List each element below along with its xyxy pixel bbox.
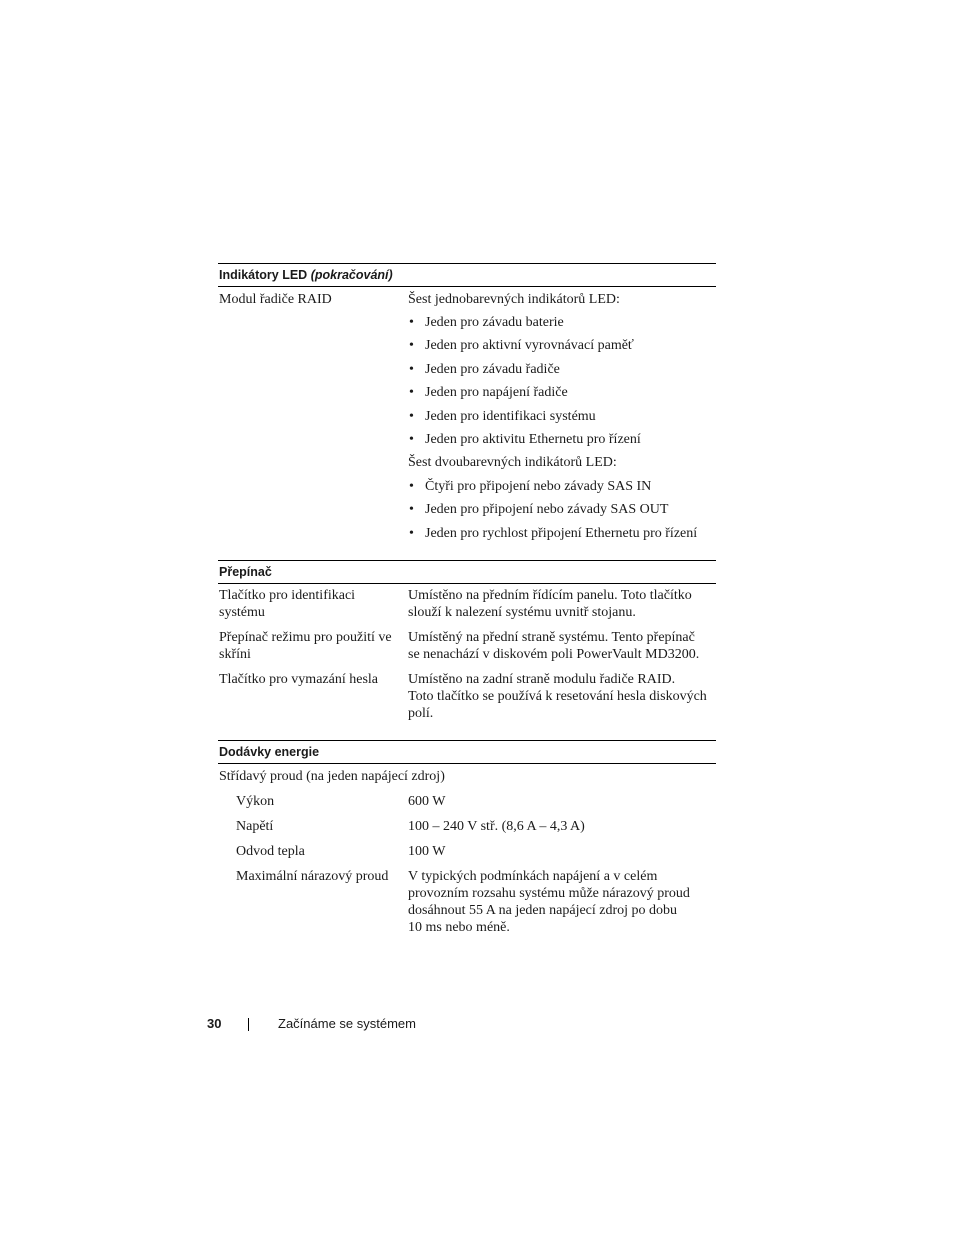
- row-value: provozním rozsahu systému může nárazový proud: [408, 886, 690, 901]
- row-value: 10 ms nebo méně.: [408, 920, 510, 935]
- row-value: 600 W: [408, 794, 446, 809]
- row-label: Výkon: [236, 794, 275, 809]
- section-header-power: [218, 740, 716, 764]
- row-label: Tlačítko pro vymazání hesla: [219, 672, 378, 687]
- row-value: polí.: [408, 706, 434, 721]
- footer-divider: [248, 1018, 249, 1031]
- row-label: Odvod tepla: [236, 844, 305, 859]
- bi-led-heading: Šest dvoubarevných indikátorů LED:: [408, 455, 617, 470]
- section-title: Přepínač: [219, 565, 272, 579]
- row-value: Umístěný na přední straně systému. Tento přepínač: [408, 630, 695, 645]
- row-value: dosáhnout 55 A na jeden napájecí zdroj po dobu: [408, 903, 678, 918]
- section-title: Dodávky energie: [219, 745, 320, 759]
- section-title: Indikátory LED: [219, 268, 308, 282]
- row-label: Maximální nárazový proud: [236, 869, 389, 884]
- row-label: Přepínač režimu pro použití ve: [219, 630, 392, 645]
- row-value: Umístěno na předním řídícím panelu. Toto tlačítko: [408, 588, 692, 603]
- row-label: systému: [219, 605, 265, 620]
- row-label: Tlačítko pro identifikaci: [219, 588, 356, 603]
- row-value: 100 – 240 V stř. (8,6 A – 4,3 A): [408, 819, 585, 834]
- row-label: Napětí: [236, 819, 274, 834]
- row-value: Toto tlačítko se používá k resetování hesla diskových: [408, 689, 707, 704]
- section-header-switch: [218, 560, 716, 584]
- row-value: slouží k nalezení systému uvnitř stojanu.: [408, 605, 636, 620]
- page-number: 30: [207, 1016, 222, 1031]
- row-value: Umístěno na zadní straně modulu řadiče RAID.: [408, 672, 676, 687]
- row-value: 100 W: [408, 844, 446, 859]
- row-label-raid-module: Modul řadiče RAID: [219, 292, 332, 307]
- row-value: V typických podmínkách napájení a v celém: [408, 869, 658, 884]
- power-subheading: Střídavý proud (na jeden napájecí zdroj): [219, 769, 445, 784]
- section-header-led: [218, 263, 716, 287]
- row-value: se nenachází v diskovém poli PowerVault MD3200.: [408, 647, 700, 662]
- row-label: skříni: [219, 647, 251, 662]
- mono-led-heading: Šest jednobarevných indikátorů LED:: [408, 292, 620, 307]
- footer-title: Začínáme se systémem: [278, 1016, 416, 1031]
- section-title-suffix: (pokračování): [310, 268, 393, 282]
